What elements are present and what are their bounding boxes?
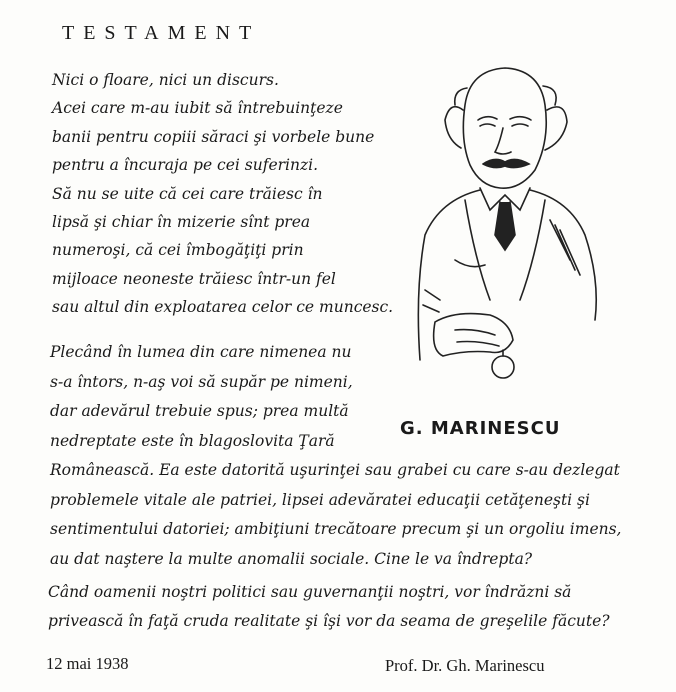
paragraph-2 [50, 338, 622, 574]
text-line: nedreptate este în blagoslovita Ţară [50, 431, 335, 450]
text-line: Nici o floare, nici un discurs. [52, 71, 279, 89]
text-line: Plecând în lumea din care nimenea nu [50, 343, 352, 361]
portrait-caption: G. MARINESCU [400, 418, 561, 439]
text-line: privească în faţă cruda realitate şi îşi vor da seama de greşelile făcute? [48, 612, 610, 630]
text-line: banii pentru copiii săraci şi vorbele bune [52, 127, 375, 146]
text-line: au dat naştere la multe anomalii sociale. Cine le va îndrepta? [50, 549, 533, 568]
text-line: Să nu se uite că cei care trăiesc în [52, 184, 323, 203]
text-line: s-a întors, n-aş voi să supăr pe nimeni, [50, 372, 353, 391]
document-title: TESTAMENT [62, 22, 261, 44]
text-line: lipsă şi chiar în mizerie sînt prea [52, 213, 311, 232]
text-line: dar adevărul trebuie spus; prea multă [50, 402, 349, 420]
text-line: Acei care m-au iubit să întrebuinţeze [52, 99, 343, 118]
text-line: problemele vitale ale patriei, lipsei adevăratei educaţii cetăţeneşti şi [50, 490, 590, 509]
text-line: Românească. Ea este datorită uşurinţei sau grabei cu care s-au dezlegat [50, 461, 620, 479]
text-line: sentimentului datoriei; ambiţiuni trecătoare precum şi un orgoliu imens, [50, 520, 622, 538]
text-line: sau altul din exploatarea celor ce muncesc. [52, 298, 394, 317]
paragraph-3 [48, 578, 610, 636]
paragraph-1 [52, 66, 393, 322]
text-line: Când oamenii noştri politici sau guvernanţii noştri, vor îndrăzni să [48, 583, 572, 601]
text-line: numeroşi, că cei îmbogăţiţi prin [52, 241, 304, 260]
text-line: mijloace neoneste trăiesc într-un fel [52, 269, 336, 288]
document-date: 12 mai 1938 [46, 654, 129, 673]
signature: Prof. Dr. Gh. Marinescu [385, 656, 545, 675]
text-line: pentru a încuraja pe cei suferinzi. [52, 156, 319, 175]
